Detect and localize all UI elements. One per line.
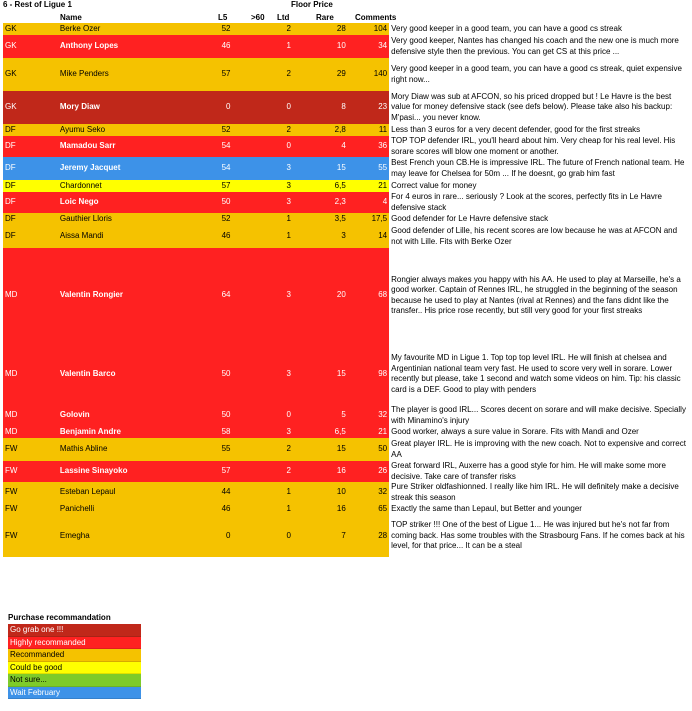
player-name: Esteban Lepaul	[58, 482, 172, 503]
player-l5: 52	[172, 213, 233, 225]
table-row	[3, 124, 692, 136]
player-comment: Great forward IRL, Auxerre has a good style for him. He will make some more decisive. Take care of transfer risks	[389, 461, 692, 482]
header-name: Name	[60, 13, 82, 22]
player-floor-rare: 21	[348, 180, 389, 192]
player-ltd-60: 1	[232, 225, 292, 248]
player-ltd-60: 3	[232, 248, 292, 343]
table-row	[3, 438, 692, 461]
table-row	[3, 225, 692, 248]
player-floor-ltd: 20	[293, 248, 348, 343]
table-row	[3, 91, 692, 124]
player-floor-ltd: 7	[293, 515, 348, 557]
player-l5: 46	[172, 225, 233, 248]
legend-item: Go grab one !!!	[8, 624, 141, 637]
player-floor-rare: 50	[348, 438, 389, 461]
player-floor-ltd: 16	[293, 461, 348, 482]
table-row	[3, 136, 692, 157]
player-floor-rare: 36	[348, 136, 389, 157]
player-position: DF	[3, 157, 58, 180]
player-name: Ayumu Seko	[58, 124, 172, 136]
player-comment: Good defender of Lille, his recent scores are low because he was at AFCON and not with Lille. Fits with Berke Ozer	[389, 225, 692, 248]
player-name: Anthony Lopes	[58, 35, 172, 58]
player-l5: 52	[172, 124, 233, 136]
player-ltd-60: 2	[232, 124, 292, 136]
table-row	[3, 343, 692, 405]
player-floor-rare: 26	[348, 461, 389, 482]
player-comment: Very good keeper in a good team, you can have a good cs streak	[389, 23, 692, 35]
table-row	[3, 248, 692, 343]
player-name: Valentin Rongier	[58, 248, 172, 343]
header-l5: L5	[218, 13, 228, 22]
player-position: GK	[3, 58, 58, 91]
player-ltd-60: 2	[232, 58, 292, 91]
player-name: Golovin	[58, 405, 172, 426]
player-ltd-60: 3	[232, 343, 292, 405]
player-name: Aissa Mandi	[58, 225, 172, 248]
player-name: Panichelli	[58, 503, 172, 515]
player-comment: Pure Striker oldfashionned. I really like him IRL. He will definitely make a decisive streak this season	[389, 482, 692, 503]
player-floor-ltd: 8	[293, 91, 348, 124]
player-position: FW	[3, 482, 58, 503]
player-floor-rare: 4	[348, 192, 389, 213]
legend-item: Not sure...	[8, 674, 141, 687]
player-l5: 52	[172, 23, 233, 35]
table-row	[3, 515, 692, 557]
player-ltd-60: 0	[232, 136, 292, 157]
player-comment: Good defender for Le Havre defensive stack	[389, 213, 692, 225]
player-floor-ltd: 15	[293, 157, 348, 180]
table-row	[3, 461, 692, 482]
player-position: DF	[3, 192, 58, 213]
player-position: FW	[3, 438, 58, 461]
player-floor-rare: 28	[348, 515, 389, 557]
legend-item: Highly recommanded	[8, 637, 141, 650]
player-floor-ltd: 4	[293, 136, 348, 157]
player-comment: Very good keeper in a good team, you can have a good cs streak, quiet expensive right now...	[389, 58, 692, 91]
player-floor-rare: 14	[348, 225, 389, 248]
player-floor-rare: 140	[348, 58, 389, 91]
player-name: Mory Diaw	[58, 91, 172, 124]
player-position: GK	[3, 23, 58, 35]
player-position: GK	[3, 91, 58, 124]
player-position: GK	[3, 35, 58, 58]
player-ltd-60: 3	[232, 180, 292, 192]
player-l5: 46	[172, 503, 233, 515]
player-floor-ltd: 16	[293, 503, 348, 515]
player-l5: 50	[172, 192, 233, 213]
player-name: Chardonnet	[58, 180, 172, 192]
player-comment: For 4 euros in rare... seriously ? Look at the scores, perfectly fits in Le Havre defensive stack	[389, 192, 692, 213]
legend-item: Recommanded	[8, 649, 141, 662]
header-ltd: Ltd	[277, 13, 290, 22]
player-l5: 54	[172, 157, 233, 180]
player-ltd-60: 0	[232, 405, 292, 426]
table-row	[3, 405, 692, 426]
table-row	[3, 213, 692, 225]
player-floor-ltd: 5	[293, 405, 348, 426]
player-floor-rare: 21	[348, 426, 389, 438]
player-floor-rare: 17,5	[348, 213, 389, 225]
header-rare: Rare	[316, 13, 334, 22]
player-position: DF	[3, 225, 58, 248]
player-ltd-60: 0	[232, 515, 292, 557]
player-ltd-60: 2	[232, 461, 292, 482]
player-floor-ltd: 28	[293, 23, 348, 35]
player-floor-ltd: 2,3	[293, 192, 348, 213]
legend-item: Wait February	[8, 687, 141, 700]
player-floor-rare: 34	[348, 35, 389, 58]
player-name: Lassine Sinayoko	[58, 461, 172, 482]
player-position: DF	[3, 213, 58, 225]
player-position: FW	[3, 503, 58, 515]
player-name: Valentin Barco	[58, 343, 172, 405]
player-position: DF	[3, 124, 58, 136]
player-comment: Rongier always makes you happy with his AA. He used to play at Marseille, he's a good worker. Captain of Rennes IRL, he struggled in the beginning of the season because he used to play at Nantes (rival at Rennes) and the fans didnt like the transfer.. His price rose recently, but still very good for your first streaks	[389, 248, 692, 343]
player-comment: Less than 3 euros for a very decent defender, good for the first streaks	[389, 124, 692, 136]
player-l5: 50	[172, 405, 233, 426]
player-comment: TOP striker !!! One of the best of Ligue 1... He was injured but he's not far from coming back. Has some troubles with the Strasbourg Fans. If he comes back at his level, for that price... It can be a steal	[389, 515, 692, 557]
player-comment: Good worker, always a sure value in Sorare. Fits with Mandi and Ozer	[389, 426, 692, 438]
player-floor-ltd: 15	[293, 343, 348, 405]
player-name: Mamadou Sarr	[58, 136, 172, 157]
player-floor-ltd: 29	[293, 58, 348, 91]
player-floor-rare: 55	[348, 157, 389, 180]
player-position: FW	[3, 515, 58, 557]
player-floor-ltd: 3,5	[293, 213, 348, 225]
player-position: MD	[3, 248, 58, 343]
player-comment: The player is good IRL... Scores decent on sorare and will make decisive. Specially with Minamino's injury	[389, 405, 692, 426]
player-l5: 55	[172, 438, 233, 461]
player-floor-ltd: 10	[293, 482, 348, 503]
table-row	[3, 180, 692, 192]
player-ltd-60: 1	[232, 213, 292, 225]
player-floor-ltd: 3	[293, 225, 348, 248]
player-name: Berke Ozer	[58, 23, 172, 35]
player-position: FW	[3, 461, 58, 482]
player-ltd-60: 3	[232, 192, 292, 213]
player-l5: 58	[172, 426, 233, 438]
player-comment: Great player IRL. He is improving with the new coach. Not to expensive and correct AA	[389, 438, 692, 461]
player-name: Gauthier Lloris	[58, 213, 172, 225]
player-comment: Exactly the same than Lepaul, but Better and younger	[389, 503, 692, 515]
player-floor-rare: 98	[348, 343, 389, 405]
player-l5: 57	[172, 180, 233, 192]
player-position: MD	[3, 343, 58, 405]
player-floor-ltd: 6,5	[293, 180, 348, 192]
player-l5: 46	[172, 35, 233, 58]
player-position: MD	[3, 405, 58, 426]
player-ltd-60: 1	[232, 482, 292, 503]
header-comments: Comments	[355, 13, 397, 22]
header-ltd-60: >60	[251, 13, 265, 22]
player-comment: Very good keeper, Nantes has changed his coach and the new one is much more defensive style then the previous. You can get CS at this price ...	[389, 35, 692, 58]
player-comment: Mory Diaw was sub at AFCON, so his priced dropped but ! Le Havre is the best value for money defensive stack (see defs below). Please take also his backup: M'pasi... you never know.	[389, 91, 692, 124]
legend	[8, 624, 141, 699]
player-floor-ltd: 15	[293, 438, 348, 461]
table-row	[3, 58, 692, 91]
table-row	[3, 503, 692, 515]
table-row	[3, 192, 692, 213]
legend-item: Could be good	[8, 662, 141, 675]
player-name: Benjamin Andre	[58, 426, 172, 438]
player-ltd-60: 1	[232, 35, 292, 58]
player-floor-rare: 65	[348, 503, 389, 515]
player-l5: 54	[172, 136, 233, 157]
player-ltd-60: 3	[232, 426, 292, 438]
player-floor-rare: 23	[348, 91, 389, 124]
player-floor-rare: 32	[348, 482, 389, 503]
player-floor-rare: 32	[348, 405, 389, 426]
player-name: Mathis Abline	[58, 438, 172, 461]
player-floor-ltd: 10	[293, 35, 348, 58]
player-ltd-60: 1	[232, 503, 292, 515]
table-row	[3, 482, 692, 503]
player-floor-ltd: 2,8	[293, 124, 348, 136]
player-ltd-60: 2	[232, 23, 292, 35]
player-position: DF	[3, 180, 58, 192]
player-l5: 50	[172, 343, 233, 405]
player-ltd-60: 0	[232, 91, 292, 124]
player-name: Mike Penders	[58, 58, 172, 91]
player-comment: Correct value for money	[389, 180, 692, 192]
player-l5: 57	[172, 461, 233, 482]
player-name: Jeremy Jacquet	[58, 157, 172, 180]
player-l5: 0	[172, 515, 233, 557]
player-name: Emegha	[58, 515, 172, 557]
floor-price-label: Floor Price	[291, 0, 333, 9]
player-comment: Best French youn CB.He is impressive IRL. The future of French national team. He may leave for Chelsea for 50m ... If he doesnt, go grab him fast	[389, 157, 692, 180]
player-floor-ltd: 6,5	[293, 426, 348, 438]
player-ltd-60: 2	[232, 438, 292, 461]
player-l5: 64	[172, 248, 233, 343]
player-comment: My favourite MD in Ligue 1. Top top top level IRL. He will finish at chelsea and Argentinian national team very fast. He used to score very well in sorare. Lower recently but please, take 1 second and watch some videos on him. Tip: his classic card is a DEF. Good to play with penders	[389, 343, 692, 405]
player-ltd-60: 3	[232, 157, 292, 180]
table-row	[3, 157, 692, 180]
sheet-title: 6 - Rest of Ligue 1	[3, 0, 72, 9]
player-floor-rare: 11	[348, 124, 389, 136]
legend-title: Purchase recommandation	[8, 613, 111, 622]
player-position: DF	[3, 136, 58, 157]
player-comment: TOP TOP defender IRL, you'll heard about him. Very cheap for his real level. His sorare scores will blow one moment or another.	[389, 136, 692, 157]
player-l5: 0	[172, 91, 233, 124]
players-table	[3, 23, 692, 557]
table-row	[3, 23, 692, 35]
player-l5: 44	[172, 482, 233, 503]
player-floor-rare: 68	[348, 248, 389, 343]
player-name: Loic Nego	[58, 192, 172, 213]
player-position: MD	[3, 426, 58, 438]
table-row	[3, 426, 692, 438]
player-l5: 57	[172, 58, 233, 91]
table-row	[3, 35, 692, 58]
player-floor-rare: 104	[348, 23, 389, 35]
